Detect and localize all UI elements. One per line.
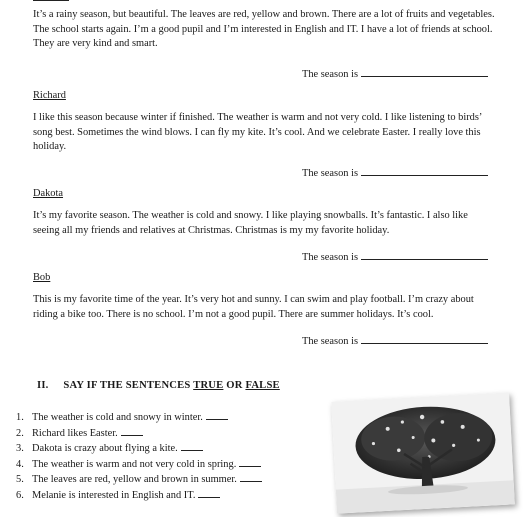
- section-text-bob: This is my favorite time of the year. It’s very hot and sunny. I can swim and play football. I’m crazy about riding a bike too. There is no school. I’m not a good pupil. There are summer holidays. It’s cool.: [33, 294, 474, 320]
- answer-blank[interactable]: [198, 487, 220, 498]
- answer-blank[interactable]: [361, 165, 488, 176]
- word-or: OR: [226, 380, 243, 391]
- answer-blank[interactable]: [206, 409, 228, 420]
- season-prompt: The season is: [302, 336, 358, 347]
- season-prompt: The season is: [302, 252, 358, 263]
- answer-blank[interactable]: [239, 456, 261, 467]
- word-false: FALSE: [245, 380, 280, 391]
- section-name-bob: Bob: [33, 272, 51, 283]
- list-item: [16, 425, 262, 441]
- answer-blank[interactable]: [181, 440, 203, 451]
- item-text: The weather is warm and not very cold in spring.: [32, 458, 237, 470]
- answer-blank[interactable]: [361, 249, 488, 260]
- item-text: Melanie is interested in English and IT.: [32, 489, 196, 501]
- exercise-instruction: SAY IF THE SENTENCES: [63, 380, 191, 391]
- answer-blank[interactable]: [361, 66, 488, 77]
- true-false-list: [16, 409, 262, 503]
- item-number: 5.: [16, 474, 24, 486]
- item-text: Dakota is crazy about flying a kite.: [32, 443, 178, 455]
- item-number: 2.: [16, 427, 24, 439]
- list-item: [16, 487, 262, 503]
- item-number: 3.: [16, 443, 24, 455]
- item-text: The leaves are red, yellow and brown in summer.: [32, 474, 237, 486]
- answer-blank[interactable]: [361, 333, 488, 344]
- season-answer-line[interactable]: [302, 333, 488, 350]
- intro-paragraph: It’s a rainy season, but beautiful. The leaves are red, yellow and brown. There are a lot of fruits and vegetables. The school starts again. I’m a good pupil and I’m interested in English and IT. I have a lot of friends at school. They are very kind and smart.: [33, 9, 495, 49]
- answer-blank[interactable]: [240, 471, 262, 482]
- section-name-dakota: Dakota: [33, 188, 64, 199]
- season-prompt: The season is: [302, 69, 358, 80]
- list-item: [16, 409, 262, 425]
- exercise-number: II.: [37, 380, 49, 391]
- list-item: [16, 456, 262, 472]
- season-prompt: The season is: [302, 168, 358, 179]
- section-name-richard: Richard: [33, 90, 66, 101]
- item-text: Richard likes Easter.: [32, 427, 118, 439]
- answer-blank[interactable]: [121, 425, 143, 436]
- section-text-richard: I like this season because winter if finished. The weather is warm and not very cold. I like listening to birds’ song best. Sometimes the wind blows. I can fly my kite. It’s cool. And we celebrate Easter. I really love this holiday.: [33, 112, 482, 152]
- word-true: TRUE: [193, 380, 224, 391]
- item-text: The weather is cold and snowy in winter.: [32, 412, 203, 423]
- list-item: [16, 471, 262, 487]
- section-text-dakota: It’s my favorite season. The weather is cold and snowy. I like playing snowballs. It’s fantastic. I also like seeing all my friends and relatives at Christmas. Christmas is my my favorite holiday.: [33, 210, 468, 236]
- top-rule: [33, 0, 69, 1]
- season-answer-line[interactable]: [302, 165, 488, 182]
- season-answer-line[interactable]: [302, 249, 488, 266]
- list-item: [16, 440, 262, 456]
- item-number: 4.: [16, 458, 24, 470]
- snowy-tree-icon: [331, 392, 515, 513]
- season-answer-line[interactable]: [302, 66, 488, 83]
- winter-tree-photo: [331, 392, 515, 513]
- item-number: 6.: [16, 489, 24, 501]
- exercise-heading: [37, 379, 280, 394]
- item-number: 1.: [16, 412, 24, 423]
